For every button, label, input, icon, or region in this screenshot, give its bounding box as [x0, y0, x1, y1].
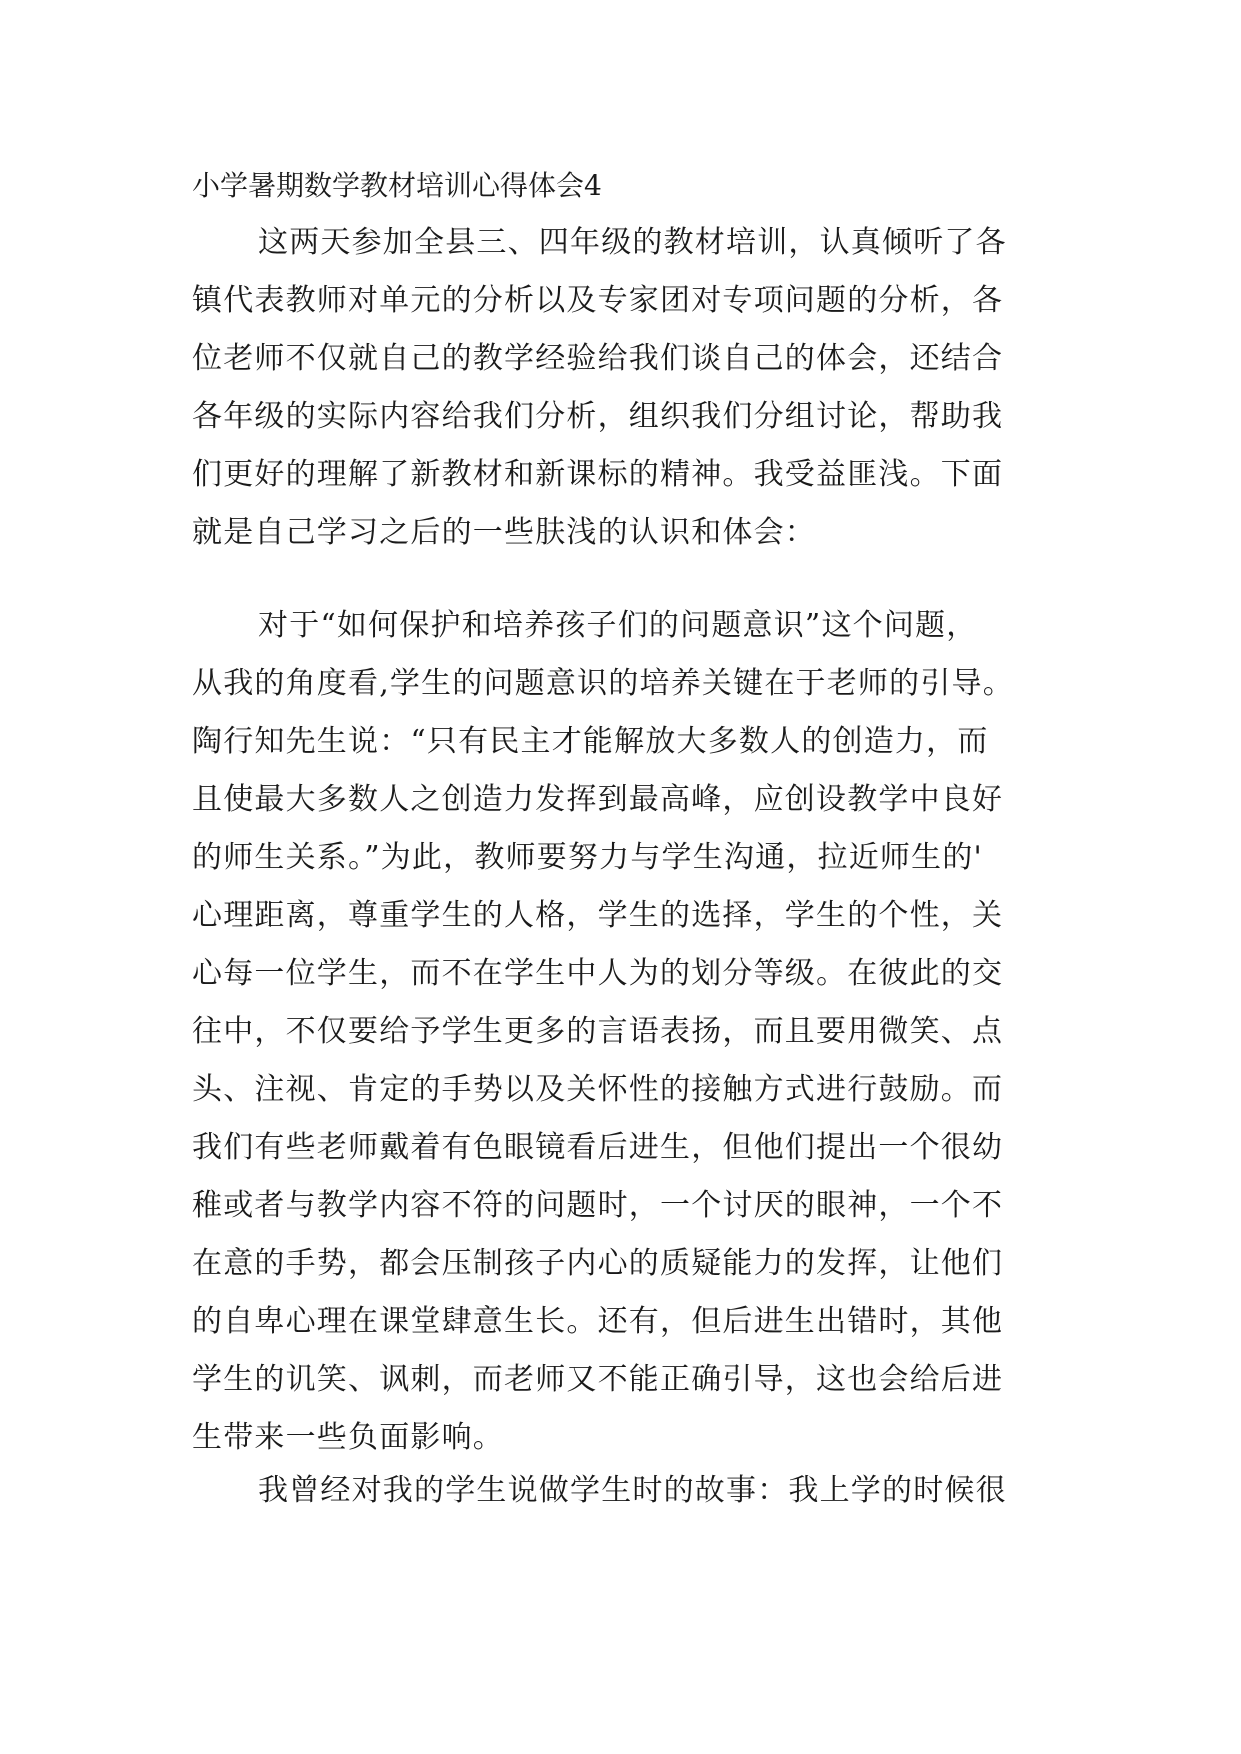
text-line: 就是自己学习之后的一些肤浅的认识和体会：	[192, 515, 816, 550]
text-line: 们更好的理解了新教材和新课标的精神。我受益匪浅。下面	[192, 457, 1004, 492]
paragraph-3	[192, 1462, 1007, 1520]
text-line: 镇代表教师对单元的分析以及专家团对专项问题的分析，各	[192, 283, 1004, 318]
text-line: 对于“如何保护和培养孩子们的问题意识”这个问题，	[258, 608, 978, 643]
text-line: 的自卑心理在课堂肆意生长。还有，但后进生出错时，其他	[192, 1304, 1004, 1339]
text-line: 且使最大多数人之创造力发挥到最高峰，应创设教学中良好	[192, 782, 1004, 817]
text-line: 在意的手势，都会压制孩子内心的质疑能力的发挥，让他们	[192, 1246, 1004, 1281]
text-line: 的师生关系。”为此，教师要努力与学生沟通，拉近师生的'	[192, 840, 983, 875]
text-line: 心理距离，尊重学生的人格，学生的选择，学生的个性，关	[192, 898, 1004, 933]
paragraph-1	[192, 214, 1007, 562]
text-line: 陶行知先生说：“只有民主才能解放大多数人的创造力，而	[192, 724, 989, 759]
text-line: 从我的角度看,学生的问题意识的培养关键在于老师的引导。	[192, 666, 1014, 701]
document-title: 小学暑期数学教材培训心得体会4	[192, 169, 602, 202]
text-line: 心每一位学生，而不在学生中人为的划分等级。在彼此的交	[192, 956, 1004, 991]
text-line: 往中，不仅要给予学生更多的言语表扬，而且要用微笑、点	[192, 1014, 1004, 1049]
paragraph-2	[192, 597, 1014, 1467]
text-line: 这两天参加全县三、四年级的教材培训，认真倾听了各	[258, 225, 1007, 260]
text-line: 我们有些老师戴着有色眼镜看后进生，但他们提出一个很幼	[192, 1130, 1004, 1165]
text-line: 稚或者与教学内容不符的问题时，一个讨厌的眼神，一个不	[192, 1188, 1004, 1223]
text-line: 位老师不仅就自己的教学经验给我们谈自己的体会，还结合	[192, 341, 1004, 376]
text-line: 我曾经对我的学生说做学生时的故事：我上学的时候很	[258, 1473, 1007, 1508]
text-line: 学生的讥笑、讽刺，而老师又不能正确引导，这也会给后进	[192, 1362, 1004, 1397]
text-line: 生带来一些负面影响。	[192, 1420, 504, 1455]
text-line: 各年级的实际内容给我们分析，组织我们分组讨论，帮助我	[192, 399, 1004, 434]
text-line: 头、注视、肯定的手势以及关怀性的接触方式进行鼓励。而	[192, 1072, 1004, 1107]
